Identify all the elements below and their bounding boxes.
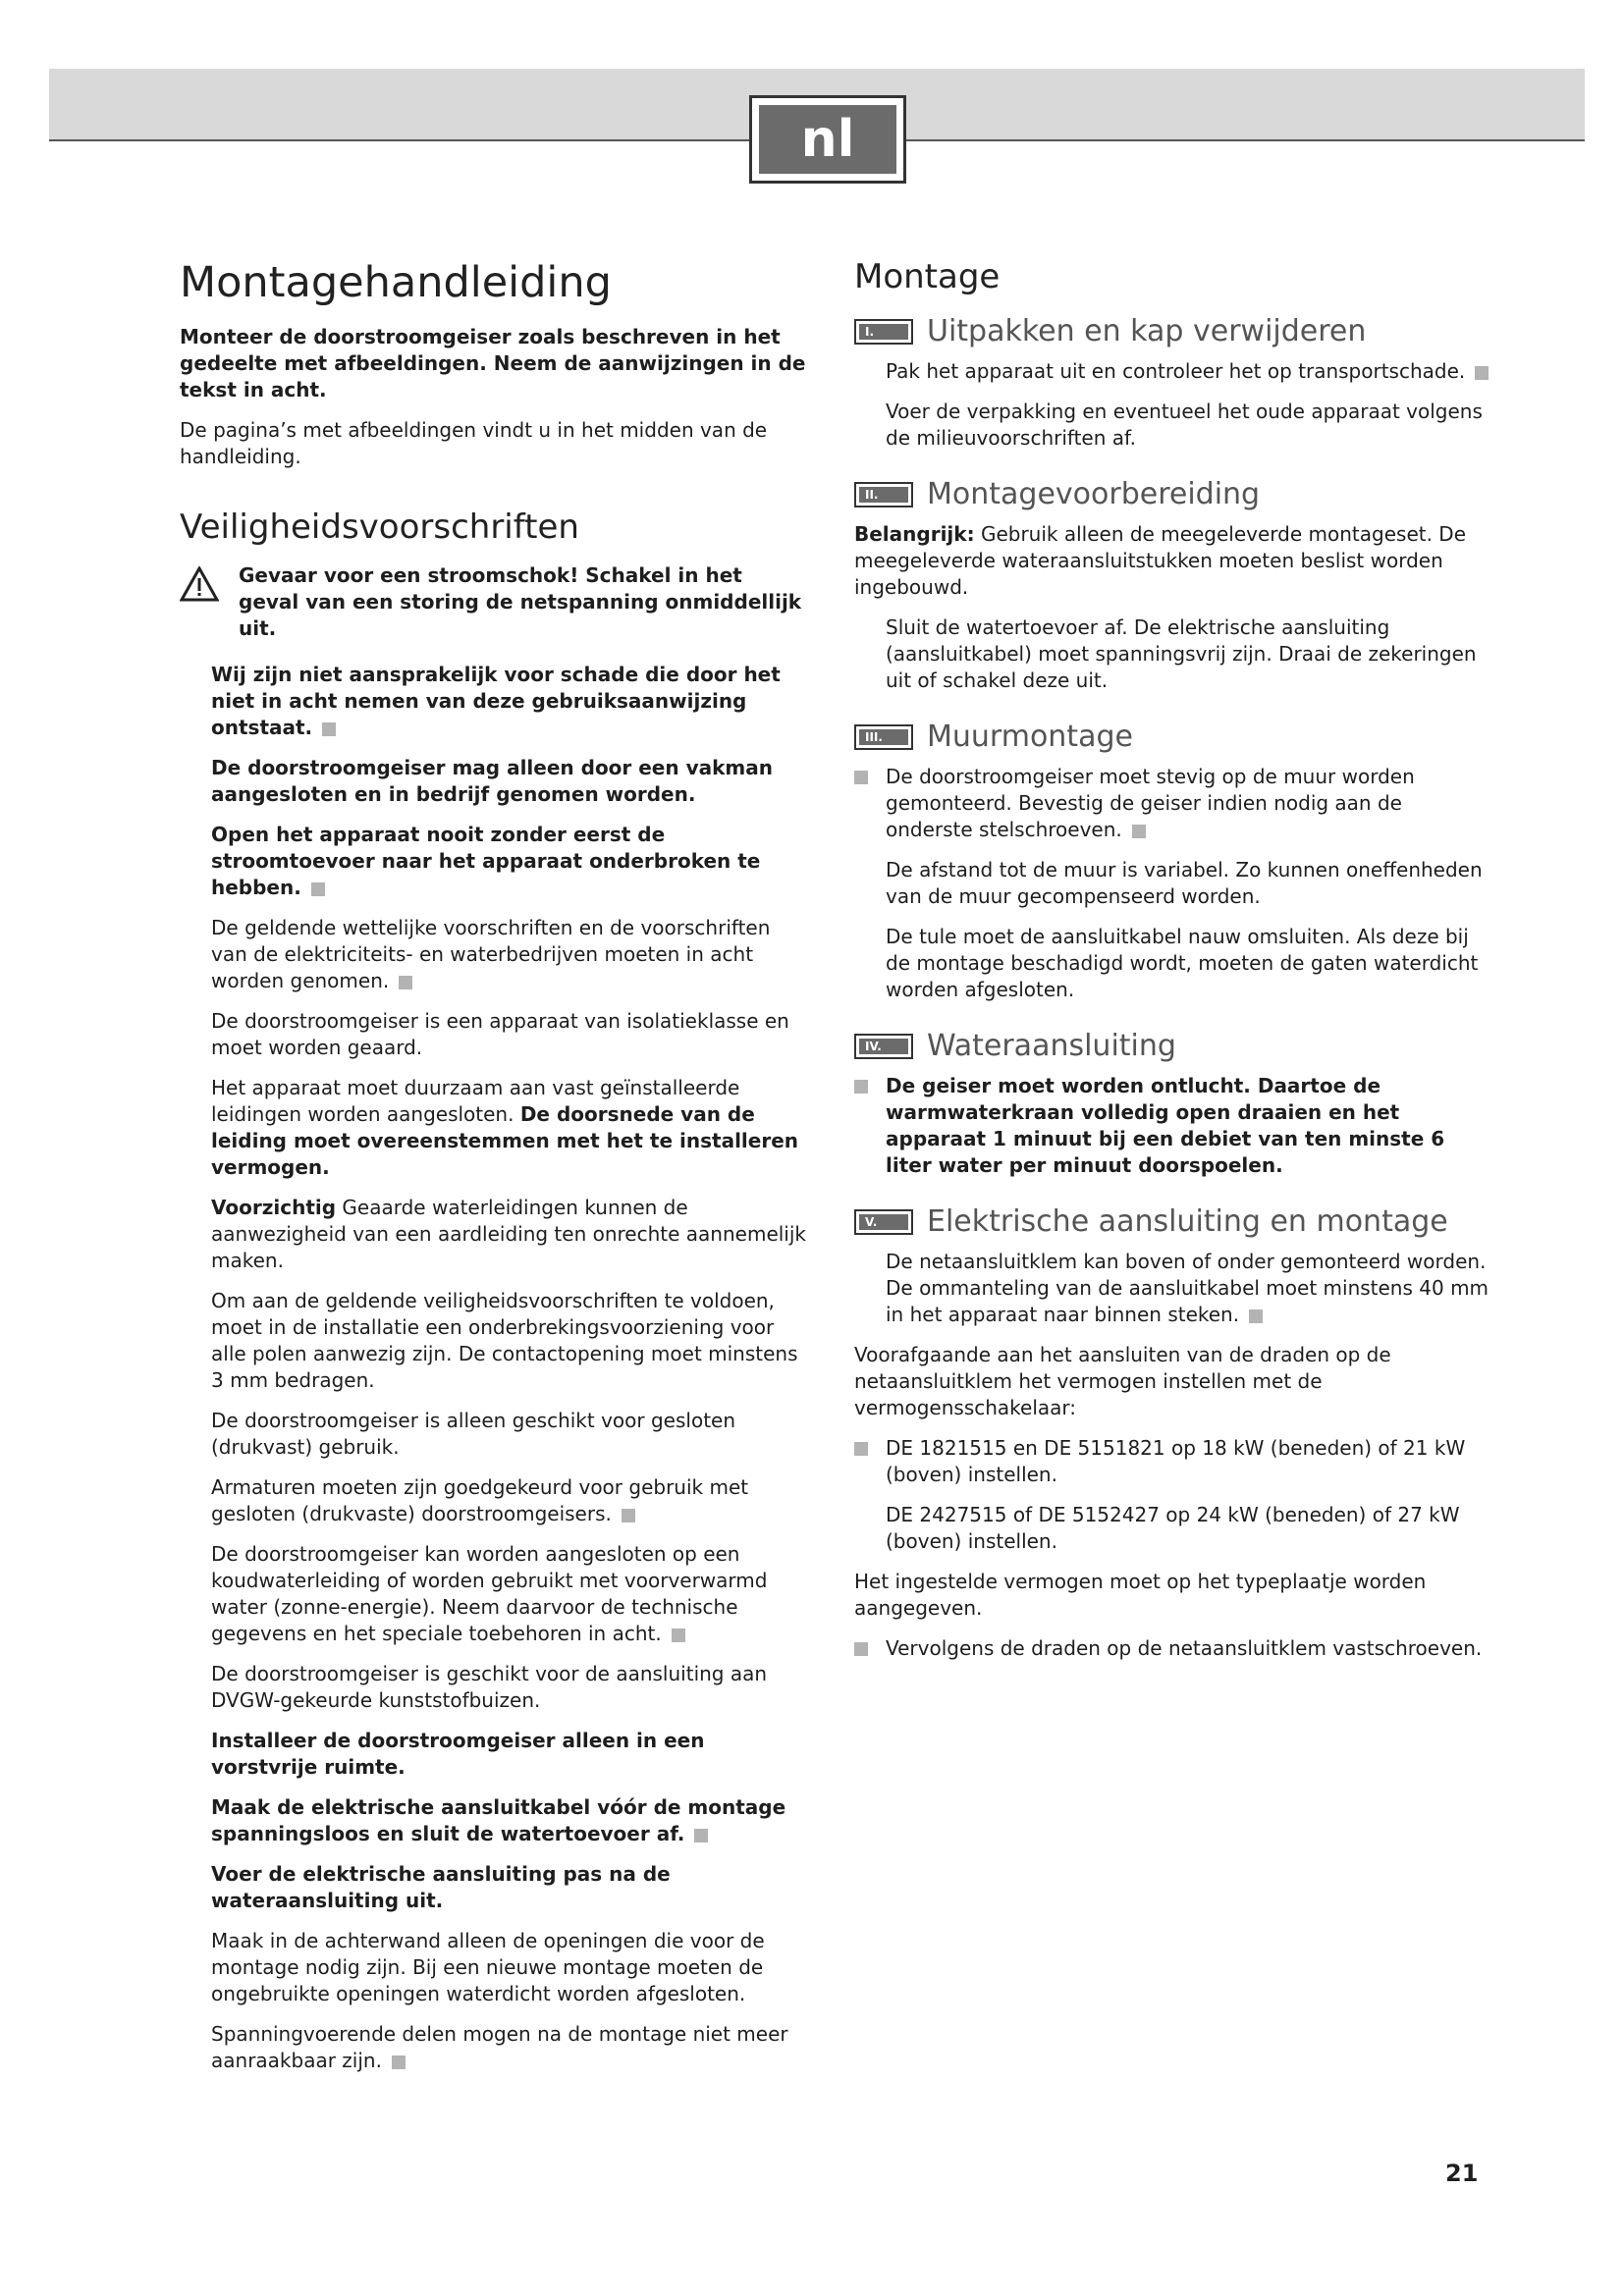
- section-1-a-text: Pak het apparaat uit en controleer het op transportschade.: [886, 359, 1466, 383]
- safety-p11-text: De doorstroomgeiser kan worden aangesloten op een koudwaterleiding of worden gebruikt met voorverwarmd water (zonne-energie). Neem daarvoor de technische gegevens en het speciale toebehoren in acht.: [211, 1542, 768, 1645]
- section-5-d-text: DE 2427515 of DE 5152427 op 24 kW (beneden) of 27 kW (boven) instellen.: [886, 1503, 1460, 1553]
- left-column: [180, 250, 808, 2088]
- end-marker-icon: [672, 1629, 685, 1642]
- language-badge-label: nl: [759, 105, 896, 174]
- section-4-title: Wateraansluiting: [927, 1029, 1176, 1063]
- section-number-badge: [854, 724, 913, 750]
- end-marker-icon: [694, 1829, 708, 1842]
- montage-title: Montage: [854, 257, 1001, 296]
- safety-p3-text: Open het apparaat nooit zonder eerst de stroomtoevoer naar het apparaat onderbroken te hebben.: [211, 823, 761, 899]
- section-5-c: DE 1821515 en DE 5151821 op 18 kW (beneden) of 21 kW (boven) instellen.: [886, 1436, 1466, 1486]
- section-number-badge: [854, 1034, 913, 1059]
- bullet-marker-icon: [854, 1080, 868, 1094]
- section-5-e: Het ingestelde vermogen moet op het typeplaatje worden aangegeven.: [854, 1570, 1427, 1620]
- bullet-marker-icon: [854, 1642, 868, 1656]
- end-marker-icon: [1475, 366, 1489, 380]
- safety-p14: [211, 1794, 808, 1847]
- safety-p6-bold: De doorsnede van de leiding moet overeenstemmen met het te installeren vermogen.: [211, 1102, 799, 1179]
- safety-p4: [211, 915, 808, 994]
- safety-p1: [211, 662, 808, 741]
- bullet-marker-icon: [854, 1442, 868, 1456]
- section-number-badge: [854, 1209, 913, 1235]
- section-number-badge: [854, 482, 913, 507]
- section-3-c: [886, 924, 1492, 1003]
- section-5-d: [886, 1502, 1492, 1555]
- intro-bold: Monteer de doorstroomgeiser zoals beschreven in het gedeelte met afbeeldingen. Neem de aanwijzingen in de tekst in acht.: [180, 325, 806, 401]
- section-number-badge: [854, 319, 913, 345]
- safety-p6: [211, 1075, 808, 1181]
- bullet-marker-icon: [854, 771, 868, 784]
- intro-text: De pagina’s met afbeeldingen vindt u in het midden van de handleiding.: [180, 418, 768, 468]
- section-3-title: Muurmontage: [927, 720, 1133, 754]
- section-3-a-text: De doorstroomgeiser moet stevig op de muur worden gemonteerd. Bevestig de geiser indien nodig aan de onderste stelschroeven.: [886, 765, 1415, 841]
- section-1-b: Voer de verpakking en eventueel het oude apparaat volgens de milieuvoorschriften af.: [886, 400, 1483, 450]
- section-1-header: [854, 314, 1492, 348]
- section-3-header: [854, 720, 1492, 754]
- safety-p4-text: De geldende wettelijke voorschriften en de voorschriften van de elektriciteits- en waterbedrijven moeten in acht worden genomen.: [211, 916, 771, 992]
- section-5-number: V.: [859, 1214, 908, 1230]
- section-5-a-text: De netaansluitklem kan boven of onder gemonteerd worden. De ommanteling van de aansluitkabel moet minstens 40 mm in het apparaat naar binnen steken.: [886, 1250, 1489, 1326]
- section-5-f: [886, 1635, 1492, 1662]
- safety-p11: [211, 1541, 808, 1647]
- end-marker-icon: [392, 2056, 406, 2069]
- section-5-f-text: Vervolgens de draden op de netaansluitklem vastschroeven.: [886, 1636, 1483, 1660]
- safety-p16: Maak in de achterwand alleen de openingen die voor de montage nodig zijn. Bij een nieuwe montage moeten de ongebruikte openingen waterdicht worden afgesloten.: [211, 1929, 765, 2005]
- safety-p17: [211, 2021, 808, 2074]
- warning-text: Gevaar voor een stroomschok! Schakel in het geval van een storing de netspanning onmiddellijk uit.: [239, 563, 802, 640]
- safety-p10: [211, 1474, 808, 1527]
- section-2-header: [854, 477, 1492, 511]
- safety-title: Veiligheidsvoorschriften: [180, 507, 579, 547]
- section-4-a-text: De geiser moet worden ontlucht. Daartoe de warmwaterkraan volledig open draaien en het apparaat 1 minuut bij een debiet van ten minste 6 liter water per minuut doorspoelen.: [886, 1074, 1445, 1177]
- safety-p3: [211, 822, 808, 901]
- warning-triangle-icon: [180, 566, 219, 602]
- end-marker-icon: [322, 722, 336, 736]
- end-marker-icon: [622, 1509, 635, 1522]
- end-marker-icon: [1132, 825, 1146, 838]
- section-5-a: [886, 1249, 1492, 1328]
- safety-p10-text: Armaturen moeten zijn goedgekeurd voor gebruik met gesloten (drukvaste) doorstroomgeisers.: [211, 1475, 749, 1525]
- section-2-a-text: Gebruik alleen de meegeleverde montageset. De meegeleverde wateraansluitstukken moeten beslist worden ingebouwd.: [854, 522, 1467, 599]
- safety-p2: De doorstroomgeiser mag alleen door een vakman aangesloten en in bedrijf genomen worden.: [211, 756, 773, 806]
- section-2-b: Sluit de watertoevoer af. De elektrische aansluiting (aansluitkabel) moet spanningsvrij zijn. Draai de zekeringen uit of schakel deze uit.: [886, 615, 1477, 692]
- section-2-a: [854, 521, 1492, 601]
- safety-p1-text: Wij zijn niet aansprakelijk voor schade die door het niet in acht nemen van deze gebruiksaanwijzing ontstaat.: [211, 663, 781, 739]
- safety-p7-text: Geaarde waterleidingen kunnen de aanwezigheid van een aardleiding ten onrechte aannemelijk maken.: [211, 1196, 806, 1272]
- section-2-number: II.: [859, 487, 908, 503]
- safety-p7-label: Voorzichtig: [211, 1196, 337, 1219]
- section-3-c-text: De tule moet de aansluitkabel nauw omsluiten. Als deze bij de montage beschadigd wordt, moeten de gaten waterdicht worden afgesloten.: [886, 925, 1479, 1001]
- section-1-title: Uitpakken en kap verwijderen: [927, 314, 1367, 348]
- safety-p7: [211, 1195, 808, 1274]
- safety-p5: De doorstroomgeiser is een apparaat van isolatieklasse en moet worden geaard.: [211, 1009, 789, 1059]
- section-2-title: Montagevoorbereiding: [927, 477, 1261, 511]
- section-5-header: [854, 1204, 1492, 1239]
- page-title: Montagehandleiding: [180, 258, 612, 307]
- page-number: 21: [1445, 2160, 1479, 2187]
- section-4-a: [886, 1073, 1492, 1179]
- section-1-number: I.: [859, 324, 908, 340]
- warning-block: [180, 562, 808, 642]
- safety-p12: De doorstroomgeiser is geschikt voor de aansluiting aan DVGW-gekeurde kunststofbuizen.: [211, 1662, 768, 1712]
- section-3-b-text: De afstand tot de muur is variabel. Zo kunnen oneffenheden van de muur gecompenseerd worden.: [886, 858, 1483, 908]
- safety-p17-text: Spanningvoerende delen mogen na de montage niet meer aanraakbaar zijn.: [211, 2022, 788, 2072]
- safety-p6-text: Het apparaat moet duurzaam aan vast geïnstalleerde leidingen worden aangesloten.: [211, 1076, 740, 1126]
- section-1-a: [886, 358, 1492, 385]
- right-column: [854, 250, 1492, 1676]
- safety-p14-text: Maak de elektrische aansluitkabel vóór de montage spanningsloos en sluit de watertoevoer af.: [211, 1795, 786, 1845]
- end-marker-icon: [399, 976, 412, 989]
- section-3-b: [886, 857, 1492, 910]
- language-badge: [749, 95, 906, 184]
- safety-p9: De doorstroomgeiser is alleen geschikt voor gesloten (drukvast) gebruik.: [211, 1409, 736, 1459]
- section-3-number: III.: [859, 729, 908, 745]
- section-5-title: Elektrische aansluiting en montage: [927, 1204, 1448, 1239]
- end-marker-icon: [1249, 1309, 1263, 1323]
- safety-p8: Om aan de geldende veiligheidsvoorschriften te voldoen, moet in de installatie een onderbrekingsvoorziening voor alle polen aanwezig zijn. De contactopening moet minstens 3 mm bedragen.: [211, 1289, 798, 1392]
- section-3-a: [886, 764, 1492, 843]
- section-5-b: Voorafgaande aan het aansluiten van de draden op de netaansluitklem het vermogen instellen met de vermogensschakelaar:: [854, 1343, 1391, 1419]
- safety-p15: Voer de elektrische aansluiting pas na de wateraansluiting uit.: [211, 1862, 671, 1912]
- section-4-header: [854, 1029, 1492, 1063]
- end-marker-icon: [311, 882, 325, 896]
- safety-p13: Installeer de doorstroomgeiser alleen in een vorstvrije ruimte.: [211, 1729, 705, 1779]
- section-4-number: IV.: [859, 1039, 908, 1054]
- section-2-label: Belangrijk:: [854, 522, 975, 546]
